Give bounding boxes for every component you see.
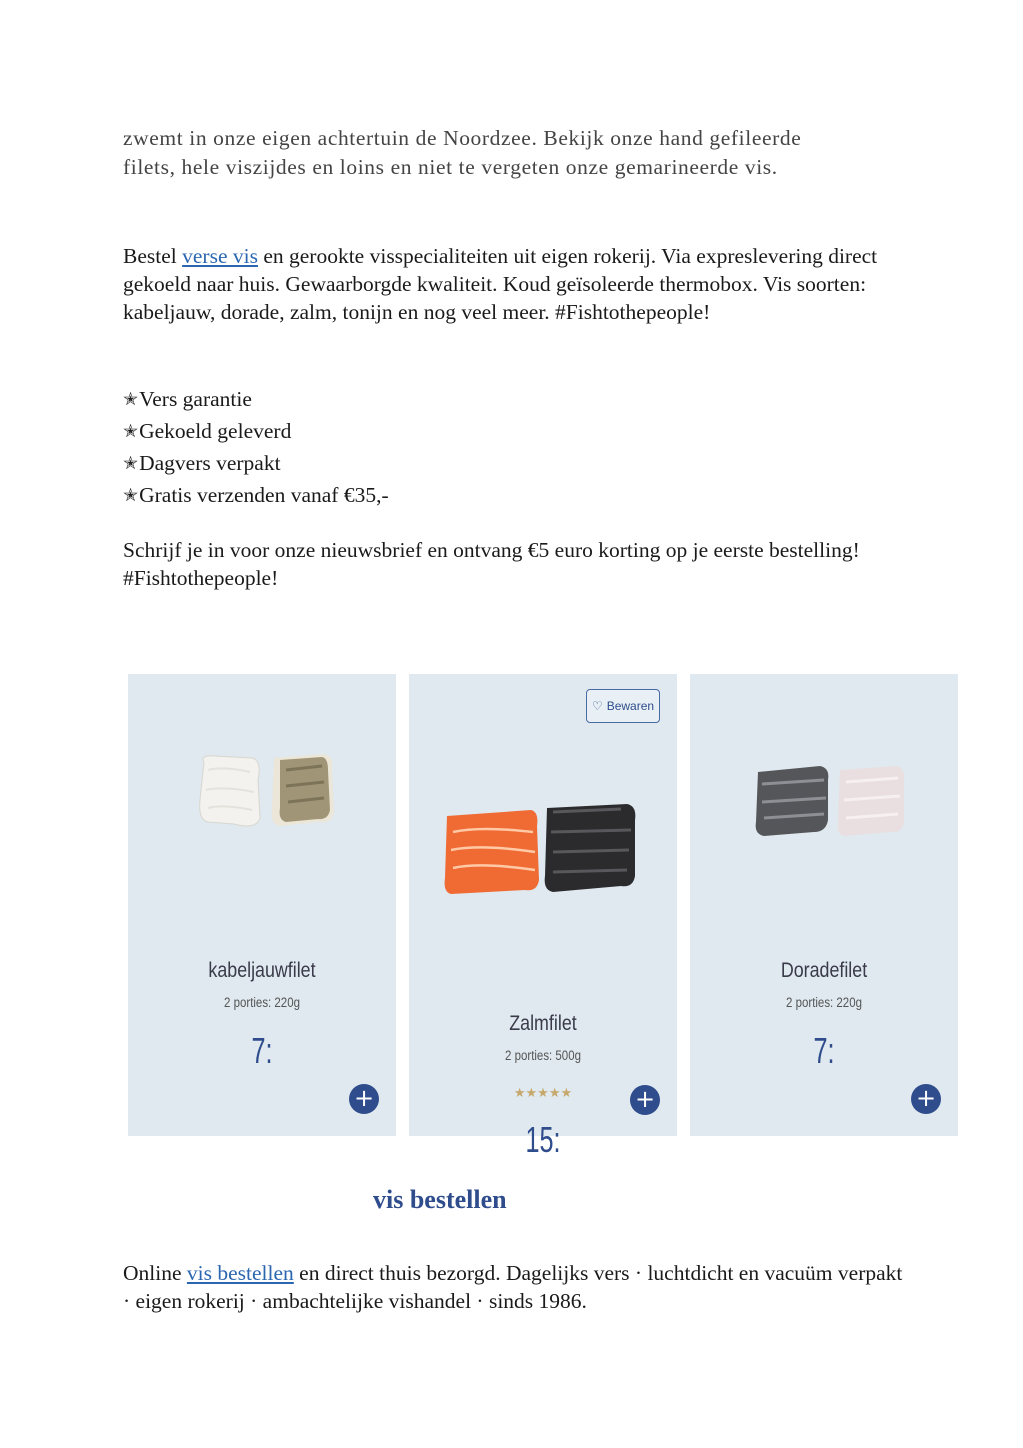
product-card-dorade[interactable]	[690, 674, 958, 1136]
star-icon: ✭	[123, 389, 139, 409]
usp-item	[123, 447, 389, 479]
save-button[interactable]	[586, 689, 660, 723]
kabeljauw-fillet-image	[194, 750, 344, 850]
newsletter-text: Schrijf je in voor onze nieuwsbrief en ontvang €5 euro korting op je eerste bestelling! #Fishtothepeople!	[123, 538, 860, 590]
usp-item	[123, 383, 389, 415]
product-portions: 2 porties: 220g	[786, 995, 862, 1010]
product-name: kabeljauwfilet	[208, 959, 316, 982]
dorade-fillet-image	[750, 762, 910, 842]
vis-bestellen-link[interactable]: vis bestellen	[186, 1261, 294, 1285]
product-name: Zalmfilet	[509, 1012, 577, 1035]
order-paragraph-start: Bestel	[123, 244, 183, 268]
product-portions: 2 porties: 220g	[224, 995, 300, 1010]
intro-text	[123, 124, 913, 182]
product-name: Doradefilet	[780, 959, 868, 982]
verse-vis-link[interactable]: verse vis	[182, 244, 258, 268]
star-icon: ✭	[123, 485, 139, 505]
product-price: 15:	[525, 1119, 561, 1160]
usp-item	[123, 415, 389, 447]
save-label: Bewaren	[606, 699, 655, 713]
online-paragraph-end: en direct thuis bezorgd. Dagelijks vers · luchtdicht en vacuüm verpakt · eigen rokerij · ambachtelijke vishandel · sinds 1986.	[123, 1261, 903, 1313]
product-card-kabeljauw[interactable]	[128, 674, 396, 1136]
order-paragraph	[123, 242, 913, 326]
online-paragraph-start: Online	[123, 1261, 187, 1285]
rating-stars: ★★★★★	[513, 1086, 573, 1101]
usp-label: Gratis verzenden vanaf €35,-	[139, 483, 389, 507]
star-icon: ✭	[123, 453, 139, 473]
online-order-paragraph	[123, 1259, 913, 1315]
product-price: 7:	[251, 1030, 273, 1071]
intro-line-1: zwemt in onze eigen achtertuin de Noordzee. Bekijk onze hand gefileerde	[123, 126, 802, 150]
intro-line-2: filets, hele viszijdes en loins en niet te vergeten onze gemarineerde vis.	[123, 155, 778, 179]
add-to-cart-button[interactable]: +	[630, 1085, 660, 1115]
product-card-zalm[interactable]	[409, 674, 677, 1160]
add-to-cart-button[interactable]: +	[911, 1084, 941, 1114]
order-paragraph-end: en gerookte visspecialiteiten uit eigen rokerij. Via expreslevering direct gekoeld naar huis. Gewaarborgde kwaliteit. Koud geïsoleerde thermobox. Vis soorten: kabeljauw, dorade, zalm, tonijn en nog veel meer. #Fishtothepeople!	[123, 244, 878, 324]
zalm-fillet-image	[441, 802, 641, 902]
usp-list	[123, 383, 389, 511]
heart-icon: ♡	[591, 699, 603, 713]
usp-label: Gekoeld geleverd	[139, 419, 292, 443]
section-heading: vis bestellen	[373, 1185, 507, 1214]
usp-item	[123, 479, 389, 511]
add-to-cart-button[interactable]: +	[349, 1084, 379, 1114]
star-icon: ✭	[123, 421, 139, 441]
usp-label: Vers garantie	[139, 387, 252, 411]
product-price: 7:	[813, 1030, 835, 1071]
product-portions: 2 porties: 500g	[505, 1048, 581, 1063]
usp-label: Dagvers verpakt	[139, 451, 281, 475]
